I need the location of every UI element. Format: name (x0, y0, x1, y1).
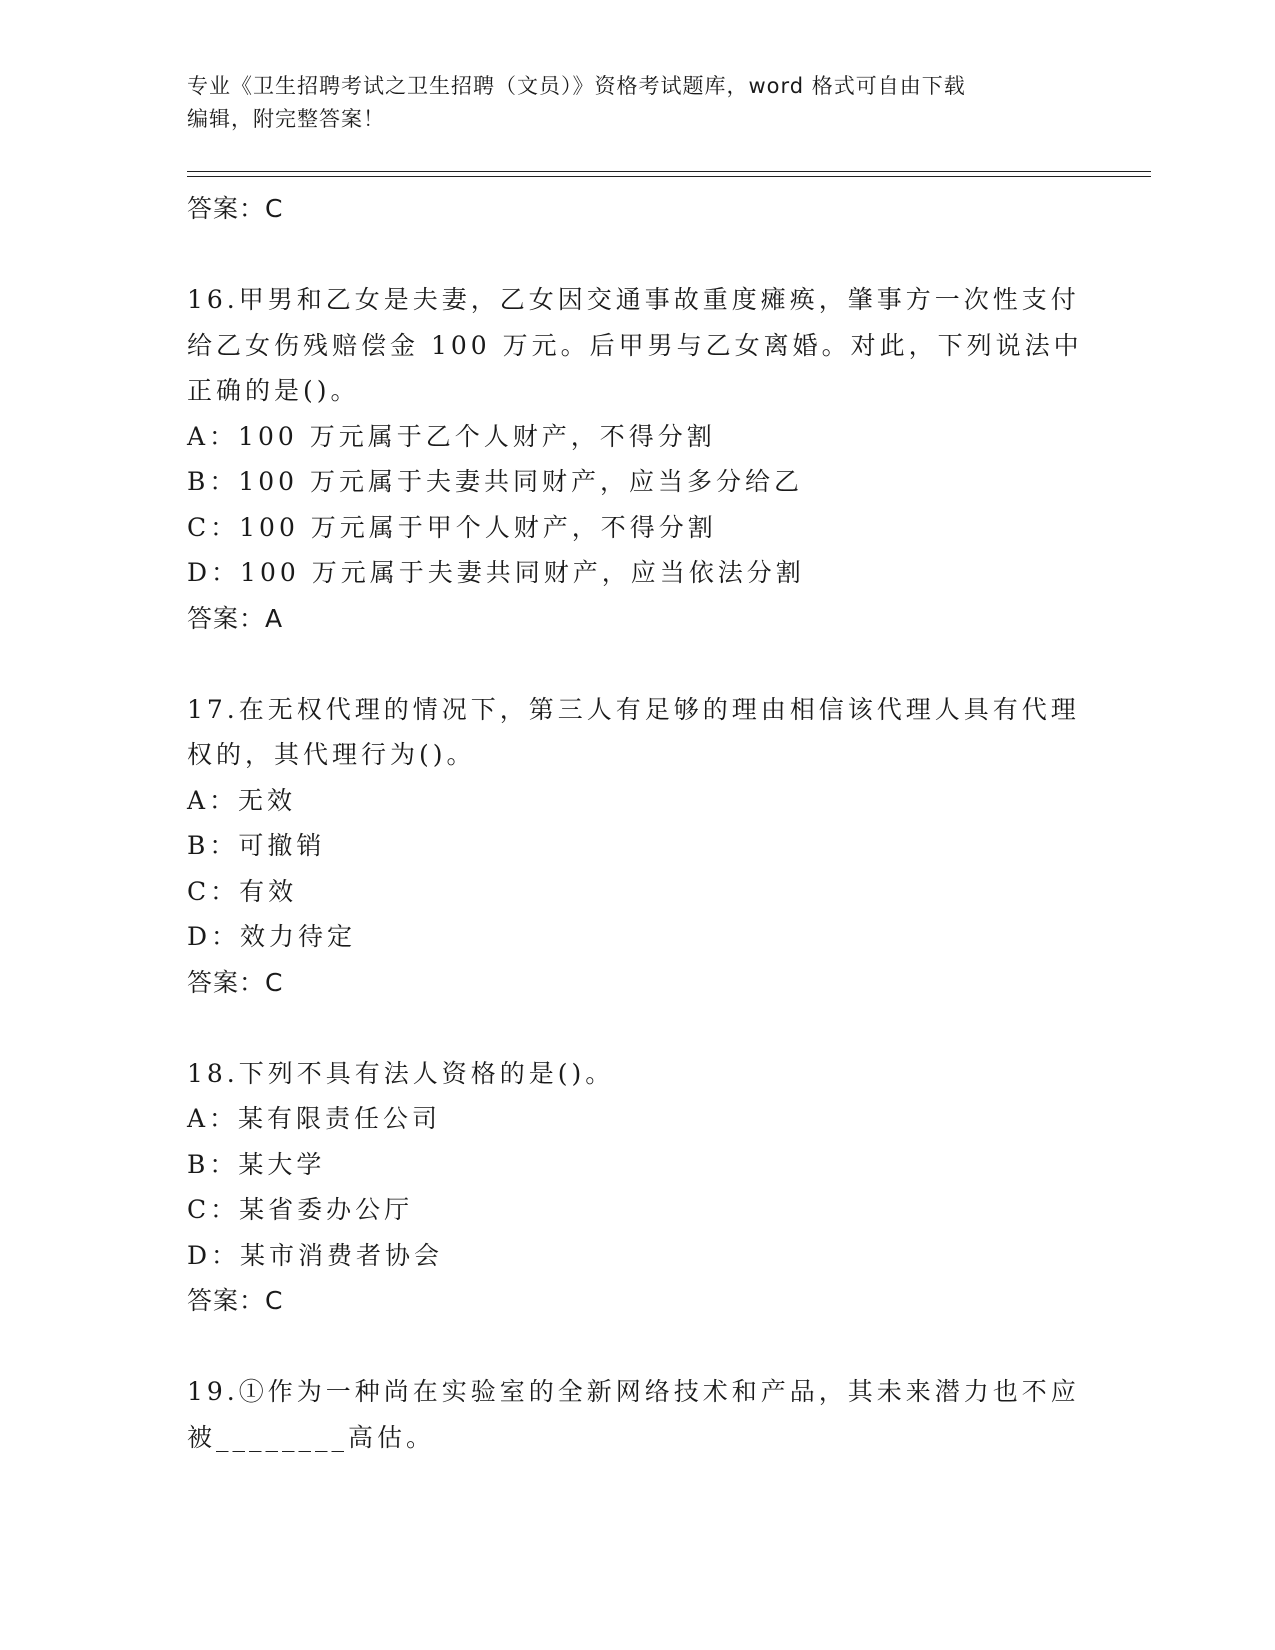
question-text-line: 19.①作为一种尚在实验室的全新网络技术和产品，其未来潜力也不应 (187, 1377, 1080, 1406)
question-text-line: 18.下列不具有法人资格的是()。 (187, 1058, 615, 1088)
question-17 (187, 687, 1087, 1005)
header-line-2: 编辑，附完整答案！ (187, 107, 385, 131)
answer: 答案：A (187, 603, 284, 633)
question-19 (187, 1369, 1087, 1460)
answer: 答案：C (187, 1286, 284, 1315)
option-b: B：某大学 (187, 1149, 326, 1179)
option-a: A：100 万元属于乙个人财产，不得分割 (187, 421, 716, 451)
option-c: C：100 万元属于甲个人财产，不得分割 (187, 512, 717, 542)
question-text-line: 16.甲男和乙女是夫妻，乙女因交通事故重度瘫痪，肇事方一次性支付 (187, 285, 1080, 314)
answer-previous: 答案：C (187, 194, 284, 223)
option-c: C：某省委办公厅 (187, 1195, 414, 1224)
question-text-line: 正确的是()。 (187, 376, 360, 405)
question-text-line: 权的，其代理行为()。 (187, 740, 476, 769)
answer: 答案：C (187, 967, 284, 997)
header-line-1: 专业《卫生招聘考试之卫生招聘（文员）》资格考试题库，word 格式可自由下载 (187, 74, 966, 98)
question-16 (187, 277, 1087, 641)
question-text-line: 被________高估。 (187, 1422, 436, 1452)
option-d: D：100 万元属于夫妻共同财产，应当依法分割 (187, 558, 805, 587)
header-rule-bottom (187, 176, 1151, 177)
option-c: C：有效 (187, 876, 298, 906)
option-d: D：效力待定 (187, 922, 357, 951)
page-header (187, 70, 1067, 136)
question-text-line: 17.在无权代理的情况下，第三人有足够的理由相信该代理人具有代理 (187, 694, 1080, 724)
question-text-line: 给乙女伤残赔偿金 100 万元。后甲男与乙女离婚。对此，下列说法中 (187, 330, 1083, 360)
option-d: D：某市消费者协会 (187, 1240, 444, 1270)
option-a: A：某有限责任公司 (187, 1104, 442, 1133)
option-b: B：可撤销 (187, 831, 326, 860)
header-rule-top (187, 171, 1151, 172)
question-list (187, 186, 1087, 1460)
option-b: B：100 万元属于夫妻共同财产，应当多分给乙 (187, 467, 804, 496)
question-18 (187, 1051, 1087, 1324)
option-a: A：无效 (187, 785, 297, 815)
